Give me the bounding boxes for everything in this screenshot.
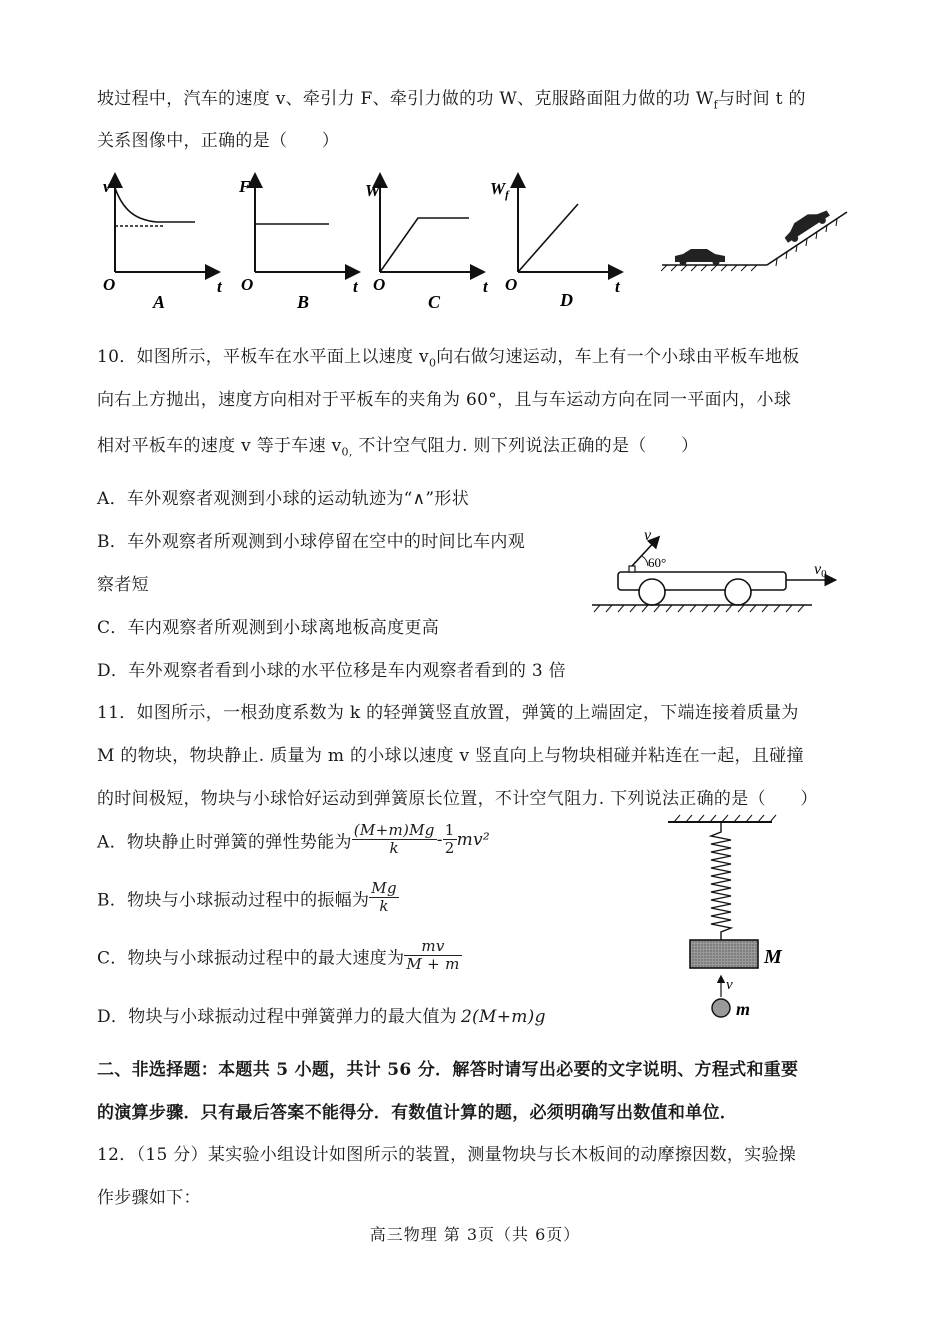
ball-icon (629, 566, 635, 572)
q10-option-d: D．车外观察者看到小球的水平位移是车内观察者看到的 3 倍 (97, 661, 566, 681)
q9-stem-line2: 关系图像中，正确的是（ ） (97, 131, 340, 151)
cart-wheel-right (725, 579, 751, 605)
q10-stem-line2: 向右上方抛出，速度方向相对于平板车的夹角为 60°，且与车运动方向在同一平面内，小球 (97, 390, 792, 410)
q10-option-a: A．车外观察者观测到小球的运动轨迹为“∧”形状 (97, 489, 470, 509)
fig-v-label: v (644, 527, 652, 544)
q9-stem-line1: 坡过程中，汽车的速度 v、牵引力 F、牵引力做的功 W、克服路面阻力做的功 $W_f$与时间 t 的 (97, 89, 806, 112)
car-ramp-illustration (661, 205, 847, 271)
graph-c-xlabel: t (483, 277, 488, 296)
graph-d-origin: O (505, 275, 518, 294)
graph-b-letter: B (297, 292, 310, 312)
graph-d-xlabel: t (615, 277, 620, 296)
section2-line1: 二、非选择题：本题共 5 小题，共计 56 分．解答时请写出必要的文字说明、方程式和重要 (97, 1060, 799, 1080)
q11-stem-line1: 11．如图所示，一根劲度系数为 k 的轻弹簧竖直放置，弹簧的上端固定，下端连接着质量为 (97, 703, 799, 723)
q10-option-b-line2: 察者短 (97, 575, 149, 595)
graph-b-ylabel: F (239, 177, 251, 196)
graph-c-line (380, 218, 469, 272)
label-v: v (726, 977, 733, 993)
q11-option-a: A．物块静止时弹簧的弹性势能为 $\frac{(M+m)Mg}{k}$ - $\frac{1}{2}$ mv² (97, 821, 491, 858)
car-flat-icon (675, 249, 725, 266)
page-footer: 高三物理 第 3页（共 6页） (369, 1225, 581, 1244)
q11-option-d: D．物块与小球振动过程中弹簧弹力的最大值为 2(M+m)g (97, 1007, 546, 1027)
q11-option-c: C．物块与小球振动过程中的最大速度为 $\frac{mv}{M + m}$ (97, 937, 460, 974)
q10-option-b-line1: B．车外观察者所观测到小球停留在空中的时间比车内观 (97, 532, 525, 552)
q12-line1: 12．（15 分）某实验小组设计如图所示的装置，测量物块与长木板间的动摩擦因数，实验操 (97, 1145, 797, 1165)
graph-c-letter: C (428, 292, 441, 312)
q11-spring-figure (662, 812, 802, 1027)
graph-c-origin: O (373, 275, 386, 294)
graph-b-origin: O (241, 275, 254, 294)
section2-line2: 的演算步骤．只有最后答案不能得分．有数值计算的题，必须明确写出数值和单位． (97, 1103, 738, 1123)
graph-a (103, 176, 223, 312)
ball-m (712, 999, 730, 1017)
block-M (690, 940, 758, 968)
label-m: m (736, 999, 751, 1019)
graph-c-ylabel: W (365, 181, 381, 200)
graph-a-curve (115, 188, 195, 222)
q11-option-b: B．物块与小球振动过程中的振幅为 $\frac{Mg}{k}$ (97, 879, 397, 916)
q10-cart-figure (590, 522, 840, 617)
graph-d-line (518, 204, 578, 272)
q10-option-c: C．车内观察者所观测到小球离地板高度更高 (97, 618, 440, 638)
graph-a-origin: O (103, 275, 116, 294)
graph-a-letter: A (153, 292, 166, 312)
graph-b (238, 176, 359, 312)
q10-stem-line1: 10．如图所示，平板车在水平面上以速度 $v_0$向右做匀速运动，车上有一个小球由平板车地板 (97, 347, 800, 370)
label-M: M (764, 946, 782, 968)
graph-d-letter: D (560, 290, 573, 310)
q9-graphs-figure (95, 170, 865, 315)
cart-wheel-left (639, 579, 665, 605)
graph-b-xlabel: t (353, 277, 358, 296)
fig-v0-label: v0 (814, 561, 827, 580)
graph-d-ylabel: $W_f$ (490, 179, 509, 201)
q11-stem-line2: M 的物块，物块静止. 质量为 m 的小球以速度 v 竖直向上与物块相碰并粘连在一起，且碰撞 (97, 746, 804, 766)
graph-a-xlabel: t (217, 277, 222, 296)
q12-line2: 作步骤如下： (97, 1188, 201, 1208)
q11-stem-line3: 的时间极短，物块与小球恰好运动到弹簧原长位置，不计空气阻力. 下列说法正确的是（ ） (97, 789, 818, 809)
graph-d (490, 176, 621, 310)
graph-a-ylabel: v (103, 177, 111, 196)
q10-stem-line3: 相对平板车的速度 v 等于车速 $v_{0,}$ 不计空气阻力. 则下列说法正确的是（ ） (97, 436, 699, 459)
graph-c (365, 176, 489, 312)
spring (711, 822, 731, 940)
fig-angle-label: 60° (648, 555, 667, 570)
